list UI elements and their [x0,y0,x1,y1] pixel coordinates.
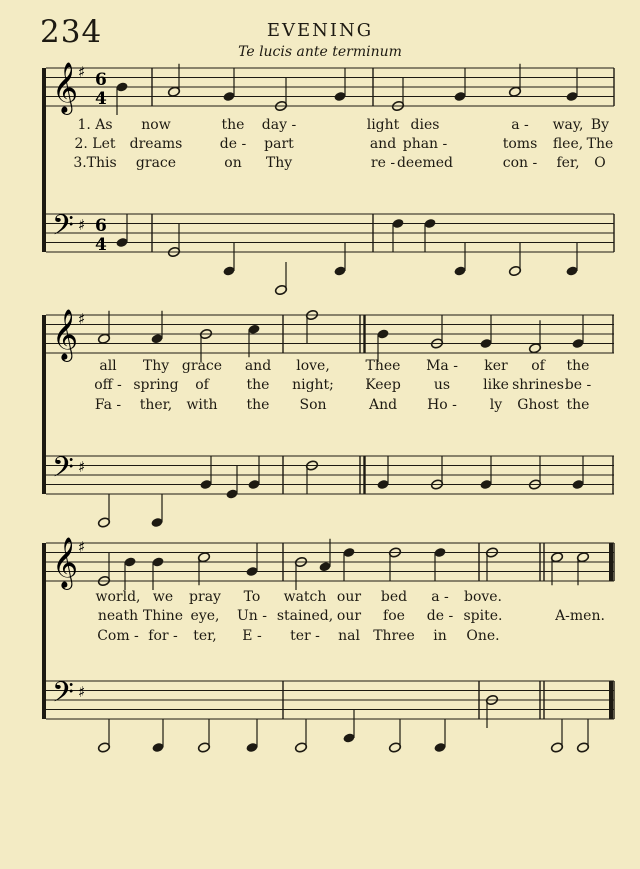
lyric-syllable: Three [373,628,415,644]
lyric-syllable: shrines [512,377,564,393]
lyric-syllable: Fa - [94,397,122,413]
lyric-syllable: A-men. [555,608,605,624]
lyric-syllable: we [152,589,174,605]
lyric-syllable: all [99,358,117,374]
lyric-syllable: like [483,377,509,393]
lyric-syllable: eye, [190,608,220,624]
lyric-syllable: fer, [556,155,580,171]
sharp-icon: ♯ [78,310,86,328]
lyric-syllable: nal [338,628,360,644]
hymn-title: EVENING [266,20,374,41]
lyric-syllable: phan - [402,136,448,152]
lyric-syllable: flee, [552,136,584,152]
lyric-syllable: the [566,397,590,413]
lyric-syllable: de - [426,608,454,624]
lyric-syllable: 2. Let [74,136,116,152]
lyric-syllable: pray [189,589,221,605]
sharp-icon: ♯ [78,216,86,234]
lyric-syllable: a - [511,117,529,133]
bass-staff [46,676,614,753]
lyric-syllable: the [566,358,590,374]
lyric-syllable: ter - [290,628,320,644]
lyric-syllable: bove. [463,589,503,605]
lyric-syllable: de - [219,136,247,152]
treble-clef-icon: 𝄞 [52,62,79,113]
lyric-syllable: E - [242,628,262,644]
sharp-icon: ♯ [78,683,86,701]
lyric-syllable: and [244,358,272,374]
lyric-syllable: the [246,397,270,413]
lyric-syllable: our [336,608,362,624]
lyric-syllable: Com - [97,628,139,644]
lyric-syllable: dreams [129,136,183,152]
lyric-syllable: part [264,136,294,152]
lyric-syllable: the [221,117,245,133]
lyric-syllable: And [368,397,398,413]
lyric-syllable: of [195,377,209,393]
lyric-syllable: O [594,155,606,171]
lyric-syllable: Un - [237,608,267,624]
lyric-syllable: Thee [365,358,401,374]
lyric-syllable: ker [484,358,508,374]
lyric-syllable: the [246,377,270,393]
lyric-syllable: spite. [463,608,503,624]
lyric-syllable: love, [296,358,330,374]
bass-clef-icon: 𝄢 [52,676,74,716]
time-sig-bottom: 4 [95,89,107,109]
lyric-syllable: our [336,589,362,605]
lyric-syllable: world, [95,589,141,605]
lyric-syllable: To [243,589,261,605]
lyric-syllable: in [433,628,447,644]
lyric-syllable: Son [299,397,327,413]
treble-staff [46,537,614,590]
time-sig-top: 6 [95,216,107,236]
lyric-syllable: ly [489,397,503,413]
lyric-syllable: Ho - [427,397,457,413]
time-sig-top: 6 [95,70,107,90]
lyric-syllable: dies [410,117,440,133]
lyric-syllable: neath [97,608,139,624]
lyric-syllable: night; [292,377,334,393]
lyric-syllable: on [224,155,242,171]
lyric-syllable: grace [135,155,177,171]
lyric-syllable: watch [283,589,327,605]
lyric-syllable: Thy [142,358,170,374]
hymn-subtitle: Te lucis ante terminum [238,44,402,60]
lyric-syllable: foe [383,608,405,624]
bass-clef-icon: 𝄢 [52,209,74,249]
lyric-syllable: ther, [139,397,173,413]
page-number: 234 [40,14,103,50]
lyric-syllable: Keep [365,377,401,393]
lyric-syllable: with [186,397,218,413]
lyric-syllable: for - [148,628,178,644]
lyric-syllable: 3.This [73,155,117,171]
sharp-icon: ♯ [78,538,86,556]
lyric-syllable: be - [564,377,592,393]
lyric-syllable: bed [380,589,408,605]
lyric-syllable: Ma - [426,358,458,374]
lyric-syllable: One. [466,628,500,644]
lyric-syllable: toms [502,136,538,152]
lyric-syllable: deemed [396,155,454,171]
lyric-syllable: Thine [142,608,184,624]
lyric-syllable: re - [370,155,396,171]
treble-clef-icon: 𝄞 [52,309,79,360]
lyric-syllable: con - [502,155,538,171]
lyric-syllable: ter, [193,628,217,644]
lyric-syllable: stained, [276,608,334,624]
lyric-syllable: a - [431,589,449,605]
lyric-syllable: now [141,117,171,133]
lyric-syllable: way, [552,117,584,133]
lyric-syllable: 1. As [77,117,113,133]
treble-clef-icon: 𝄞 [52,537,79,588]
sharp-icon: ♯ [78,458,86,476]
lyric-syllable: light [366,117,400,133]
lyric-syllable: By [590,117,610,133]
lyric-syllable: us [433,377,451,393]
lyric-syllable: day - [261,117,297,133]
lyric-syllable: grace [181,358,223,374]
lyric-syllable: Ghost [517,397,559,413]
lyric-syllable: and [369,136,397,152]
sharp-icon: ♯ [78,63,86,81]
lyric-syllable: The [586,136,614,152]
lyric-syllable: Thy [265,155,293,171]
lyric-syllable: spring [133,377,179,393]
time-sig-bottom: 4 [95,235,107,255]
lyric-syllable: of [531,358,545,374]
bass-clef-icon: 𝄢 [52,451,74,491]
lyric-syllable: off - [94,377,122,393]
